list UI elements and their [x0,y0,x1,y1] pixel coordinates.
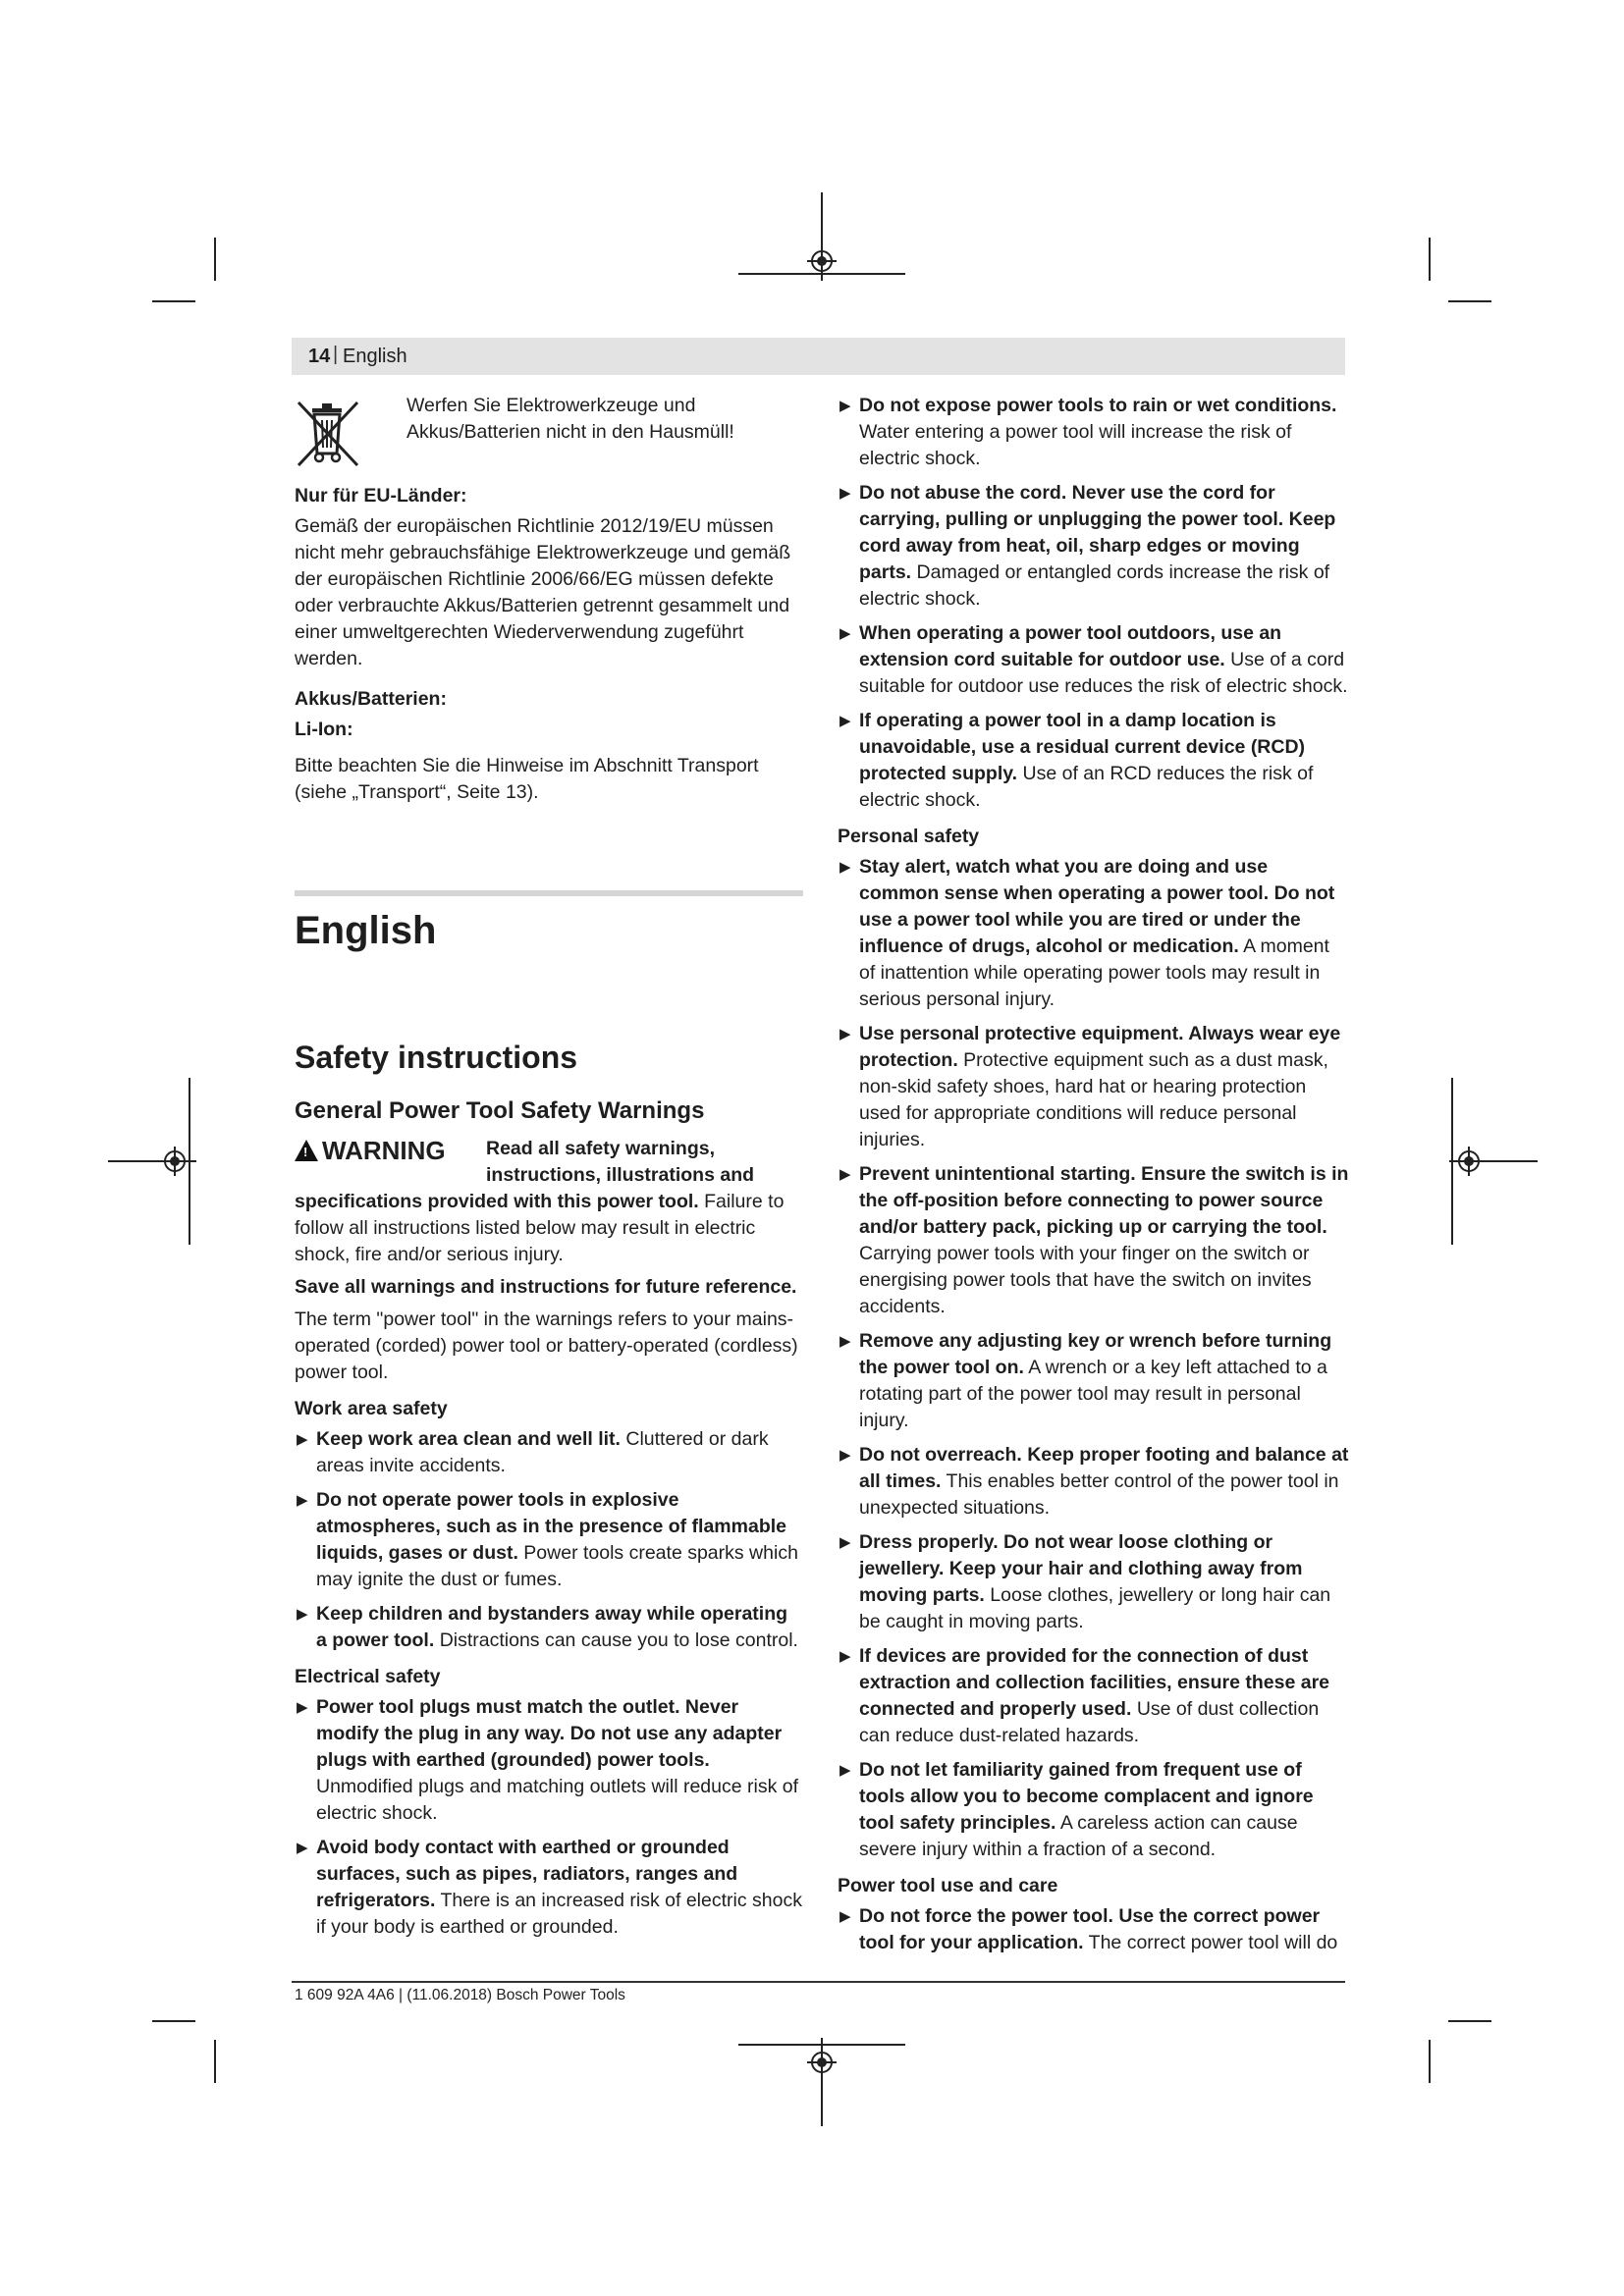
personal-heading: Personal safety [838,826,980,847]
item-bold: Do not overreach. Keep proper footing and balance at all times. [859,1444,1349,1492]
registration-mark-left [164,1150,186,1172]
header-language: English [343,346,407,367]
warning-label [295,1136,486,1165]
list-item [838,1529,1350,1635]
electrical-list-continued [838,393,1350,814]
bullet-arrow-icon: ▶ [839,485,851,502]
section-divider [295,890,803,896]
item-text: Water entering a power tool will increase the risk of electric shock. [859,421,1292,469]
item-text: Power tools create sparks which may ignite the dust or fumes. [316,1542,798,1590]
work-area-list [295,1426,803,1654]
list-item [838,1757,1350,1863]
page-number: 14 [308,346,331,367]
item-text: Use of a cord suitable for outdoor use reduces the risk of electric shock. [859,649,1348,697]
bullet-arrow-icon: ▶ [839,1762,851,1779]
item-bold: Do not abuse the cord. Never use the cord for carrying, pulling or unplugging the power tool. Keep cord away from heat, oil, sharp edges or moving parts. [859,482,1336,583]
crop-mark [152,300,195,302]
bullet-arrow-icon: ▶ [297,1606,308,1623]
registration-mark-top [811,250,833,272]
header-separator: | [333,344,339,365]
item-text: Unmodified plugs and matching outlets will reduce risk of electric shock. [316,1776,798,1824]
item-bold: Prevent unintentional starting. Ensure the switch is in the off-position before connecting to power source and/or battery pack, picking up or carrying the tool. [859,1163,1349,1238]
list-item [838,1021,1350,1153]
item-bold: When operating a power tool outdoors, use an extension cord suitable for outdoor use. [859,622,1282,670]
warning-block [295,1136,803,1268]
registration-mark-bottom [811,2052,833,2073]
crop-mark [1429,238,1431,281]
bullet-arrow-icon: ▶ [297,1431,308,1448]
bullet-arrow-icon: ▶ [297,1492,308,1509]
list-item [838,1442,1350,1522]
list-item [838,1328,1350,1434]
item-bold: Use personal protective equipment. Always wear eye protection. [859,1023,1341,1071]
item-bold: Do not let familiarity gained from frequent use of tools allow you to become complacent and ignore tool safety principles. [859,1759,1314,1834]
bullet-arrow-icon: ▶ [839,1333,851,1350]
bullet-arrow-icon: ▶ [839,859,851,876]
item-bold: Avoid body contact with earthed or grounded surfaces, such as pipes, radiators, ranges and refrigerators. [316,1837,738,1911]
item-bold: Do not force the power tool. Use the correct power tool for your application. [859,1905,1321,1953]
bullet-arrow-icon: ▶ [839,1648,851,1665]
bullet-arrow-icon: ▶ [839,398,851,414]
crossed-bin-icon [295,399,361,469]
item-text: This enables better control of the power tool in unexpected situations. [859,1470,1339,1519]
general-title: General Power Tool Safety Warnings [295,1097,705,1124]
crop-mark [214,2040,216,2083]
bullet-arrow-icon: ▶ [839,1908,851,1925]
bullet-arrow-icon: ▶ [297,1699,308,1716]
item-bold: Do not expose power tools to rain or wet conditions. [859,395,1337,416]
list-item [838,1161,1350,1320]
footer-rule [292,1981,1345,1983]
weee-notice [295,393,803,471]
list-item [838,1643,1350,1749]
page-footer: 1 609 92A 4A6 | (11.06.2018) Bosch Power Tools [295,1987,625,2003]
item-bold: Do not operate power tools in explosive atmospheres, such as in the presence of flammable liquids, gases or dust. [316,1489,786,1564]
item-text: Damaged or entangled cords increase the risk of electric shock. [859,561,1330,610]
eu-text: Gemäß der europäischen Richtlinie 2012/19/EU müssen nicht mehr gebrauchsfähige Elektrowerkzeuge und gemäß der europäischen Richtlinie 2006/66/EG müssen defekte oder verbrauchte Akkus/Batterien getrennt gesammelt und einer umweltgerechten Wiederverwendung zugeführt werden. [295,515,791,669]
bullet-arrow-icon: ▶ [297,1840,308,1856]
save-warnings: Save all warnings and instructions for future reference. [295,1276,797,1298]
item-bold: Power tool plugs must match the outlet. Never modify the plug in any way. Do not use any adapter plugs with earthed (grounded) power tools. [316,1696,783,1771]
item-bold: Remove any adjusting key or wrench before turning the power tool on. [859,1330,1332,1378]
item-text: Use of an RCD reduces the risk of electric shock. [859,763,1314,811]
liion-text: Bitte beachten Sie die Hinweise im Abschnitt Transport (siehe „Transport“, Seite 13). [295,755,759,803]
right-column [838,393,1350,1964]
list-item [295,1601,803,1654]
list-item [838,620,1350,700]
tool-use-list [838,1903,1350,1956]
registration-mark-right [1458,1150,1480,1172]
warning-word: WARNING [322,1136,446,1165]
english-title: English [295,909,437,952]
item-text: There is an increased risk of electric shock if your body is earthed or grounded. [316,1890,802,1938]
electrical-list [295,1694,803,1941]
list-item [838,854,1350,1013]
crop-mark [214,238,216,281]
list-item [838,708,1350,814]
bullet-arrow-icon: ▶ [839,625,851,642]
list-item [838,1903,1350,1956]
item-text: A careless action can cause severe injury within a fraction of a second. [859,1812,1298,1860]
item-text: Loose clothes, jewellery or long hair can be caught in moving parts. [859,1584,1331,1632]
electrical-heading: Electrical safety [295,1666,441,1687]
item-text: Cluttered or dark areas invite accidents. [316,1428,769,1476]
item-text: Carrying power tools with your finger on the switch or energising power tools that have the switch on invites accidents. [859,1243,1312,1317]
crop-mark [1429,2040,1431,2083]
eu-heading: Nur für EU-Länder: [295,485,467,507]
liion-heading: Li-Ion: [295,719,353,740]
warning-text: Failure to follow all instructions listed below may result in electric shock, fire and/or serious injury. [295,1191,785,1265]
left-column [295,393,803,1949]
bullet-arrow-icon: ▶ [839,1166,851,1183]
crop-mark [152,2020,195,2022]
crop-mark [1448,300,1491,302]
list-item [838,480,1350,613]
weee-text: Werfen Sie Elektrowerkzeuge und Akkus/Batterien nicht in den Hausmüll! [406,395,734,443]
bullet-arrow-icon: ▶ [839,713,851,729]
warning-bold: Read all safety warnings, instructions, illustrations and specifications provided with this power tool. [295,1138,755,1212]
term-text: The term "power tool" in the warnings refers to your mains-operated (corded) power tool or battery-operated (cordless) power tool. [295,1308,798,1383]
item-text: Use of dust collection can reduce dust-related hazards. [859,1698,1320,1746]
bullet-arrow-icon: ▶ [839,1447,851,1464]
crop-mark [1448,2020,1491,2022]
item-text: A wrench or a key left attached to a rotating part of the power tool may result in personal injury. [859,1357,1327,1431]
page-header [292,338,1345,375]
list-item [295,1835,803,1941]
bullet-arrow-icon: ▶ [839,1026,851,1042]
list-item [295,1426,803,1479]
item-text: A moment of inattention while operating power tools may result in serious personal injury. [859,935,1329,1010]
item-bold: Stay alert, watch what you are doing and use common sense when operating a power tool. Do not use a power tool while you are tired or under the influence of drugs, alcohol or medication. [859,856,1335,957]
batteries-heading: Akkus/Batterien: [295,688,447,710]
item-bold: Dress properly. Do not wear loose clothing or jewellery. Keep your hair and clothing away from moving parts. [859,1531,1303,1606]
item-text: The correct power tool will do [1088,1932,1338,1953]
list-item [295,1694,803,1827]
item-bold: If operating a power tool in a damp location is unavoidable, use a residual current device (RCD) protected supply. [859,710,1306,784]
personal-list [838,854,1350,1863]
safety-title: Safety instructions [295,1040,578,1075]
item-text: Protective equipment such as a dust mask, non-skid safety shoes, hard hat or hearing protection used for appropriate conditions will reduce personal injuries. [859,1049,1328,1150]
item-bold: Keep children and bystanders away while operating a power tool. [316,1603,788,1651]
bullet-arrow-icon: ▶ [839,1534,851,1551]
item-text: Distractions can cause you to lose control. [439,1629,798,1651]
tool-use-heading: Power tool use and care [838,1875,1058,1896]
list-item [838,393,1350,472]
item-bold: If devices are provided for the connection of dust extraction and collection facilities, ensure these are connected and properly used. [859,1645,1330,1720]
work-area-heading: Work area safety [295,1398,448,1419]
item-bold: Keep work area clean and well lit. [316,1428,621,1450]
list-item [295,1487,803,1593]
warning-icon [295,1140,318,1161]
